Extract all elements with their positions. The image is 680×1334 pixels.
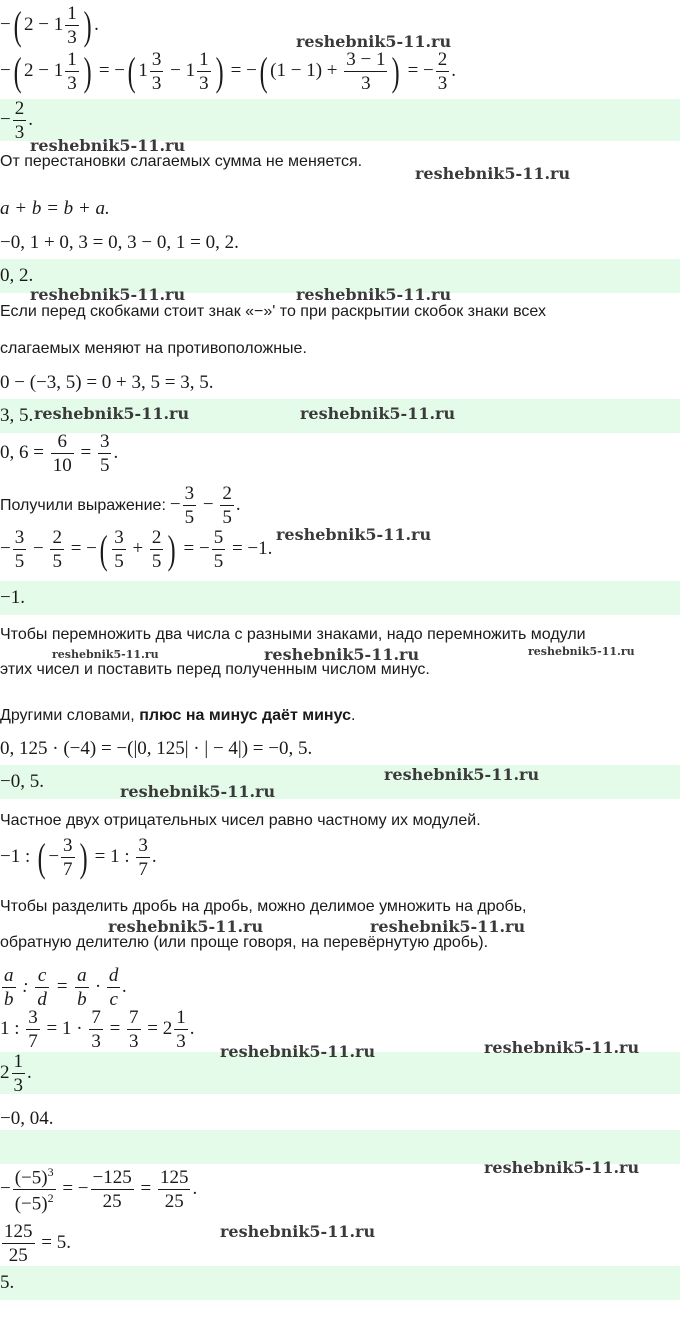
- answer-band: [0, 1266, 680, 1300]
- math-expression: 1 : $\frac{3}{7}$ = 1 · $\frac{7}{3}$ = $\frac{7}{3}$ = 2 $\frac{1}{3}$ .: [0, 1007, 195, 1052]
- watermark: reshebnik5-11.ru: [264, 645, 420, 664]
- math-expression: −0, 1 + 0, 3 = 0, 3 − 0, 1 = 0, 2.: [0, 232, 239, 253]
- watermark: reshebnik5-11.ru: [415, 164, 571, 183]
- paragraph-text: Если перед скобками стоит знак «−»' то при раскрытии скобок знаки всех: [0, 303, 546, 320]
- watermark: reshebnik5-11.ru: [220, 1042, 376, 1061]
- watermark: reshebnik5-11.ru: [276, 525, 432, 544]
- watermark: reshebnik5-11.ru: [296, 285, 452, 304]
- watermark: reshebnik5-11.ru: [528, 645, 635, 658]
- partial-text: −0, 04.: [0, 1108, 54, 1129]
- math-expression: a + b = b + a.: [0, 198, 110, 219]
- watermark: reshebnik5-11.ru: [52, 648, 159, 661]
- watermark: reshebnik5-11.ru: [34, 404, 190, 423]
- watermark: reshebnik5-11.ru: [484, 1038, 640, 1057]
- answer-value: 0, 2.: [0, 265, 34, 286]
- watermark: reshebnik5-11.ru: [220, 1222, 376, 1241]
- math-expression: − $\frac{(-5)^3}{(-5)^2}$ = − $\frac{-125}{25}$ = $\frac{125}{25}$ .: [0, 1165, 198, 1215]
- emphasis-text: плюс на минус даёт минус: [139, 707, 351, 724]
- paragraph-text: этих чисел и поставить перед полученным числом минус.: [0, 661, 430, 678]
- paragraph-text: Другими словами, плюс на минус даёт минус.: [0, 707, 356, 724]
- watermark: reshebnik5-11.ru: [30, 285, 186, 304]
- watermark: reshebnik5-11.ru: [108, 917, 264, 936]
- answer-band: [0, 99, 680, 141]
- math-expression: $\frac{125}{25}$ = 5.: [4, 1221, 71, 1266]
- math-expression: −1 : ( − $\frac{3}{7}$ ) = 1 : $\frac{3}{7}$ .: [0, 834, 157, 880]
- watermark: reshebnik5-11.ru: [296, 32, 452, 51]
- paragraph-text: Получили выражение: − $\frac{3}{5}$ − $\frac{2}{5}$ .: [0, 483, 241, 528]
- paragraph-text: обратную делителю (или проще говоря, на перевёрнутую дробь).: [0, 934, 489, 951]
- math-expression: 0 − (−3, 5) = 0 + 3, 5 = 3, 5.: [0, 372, 214, 393]
- answer-band: [0, 765, 680, 799]
- answer-band: [0, 581, 680, 615]
- math-expression: −( 2 − 1 $\frac{1}{3}$ ) = −( 1 $\frac{3}{3}$ − 1 $\frac{1}{3}$ ) = −( (1 − 1) + $\frac{3 - 1}{3}$ ) = − $\frac{2}{3}$ .: [0, 48, 456, 94]
- paragraph-text: От перестановки слагаемых сумма не меняется.: [0, 153, 363, 170]
- answer-value: 5.: [0, 1272, 15, 1293]
- math-expression: −( 2 − 1 $\frac{1}{3}$ ) .: [0, 2, 99, 48]
- watermark: reshebnik5-11.ru: [300, 404, 456, 423]
- answer-value: − $\frac{2}{3}$ .: [0, 98, 33, 143]
- watermark: reshebnik5-11.ru: [384, 765, 540, 784]
- paragraph-text: Чтобы перемножить два числа с разными знаками, надо перемножить модули: [0, 626, 586, 643]
- paragraph-text: Частное двух отрицательных чисел равно частному их модулей.: [0, 812, 481, 829]
- watermark: reshebnik5-11.ru: [370, 917, 526, 936]
- math-expression: 0, 6 = $\frac{6}{10}$ = $\frac{3}{5}$ .: [0, 431, 119, 476]
- math-expression: $\frac{a}{b}$ : $\frac{c}{d}$ = $\frac{a}{b}$ · $\frac{d}{c}$ .: [4, 965, 128, 1010]
- answer-value: 2 $\frac{1}{3}$ .: [0, 1051, 32, 1096]
- answer-value: −1.: [0, 587, 25, 608]
- paragraph-text: Чтобы разделить дробь на дробь, можно делимое умножить на дробь,: [0, 898, 527, 915]
- watermark: reshebnik5-11.ru: [484, 1158, 640, 1177]
- watermark: reshebnik5-11.ru: [30, 136, 186, 155]
- math-expression: 0, 125 · (−4) = −(|0, 125| · | − 4|) = −0, 5.: [0, 738, 313, 759]
- paragraph-text: слагаемых меняют на противоположные.: [0, 340, 307, 357]
- answer-value: −0, 5.: [0, 771, 44, 792]
- answer-value: 3, 5.: [0, 405, 34, 426]
- math-expression: − $\frac{3}{5}$ − $\frac{2}{5}$ = −( $\frac{3}{5}$ + $\frac{2}{5}$ ) = − $\frac{5}{5}$ = −1.: [0, 526, 273, 572]
- watermark: reshebnik5-11.ru: [120, 782, 276, 801]
